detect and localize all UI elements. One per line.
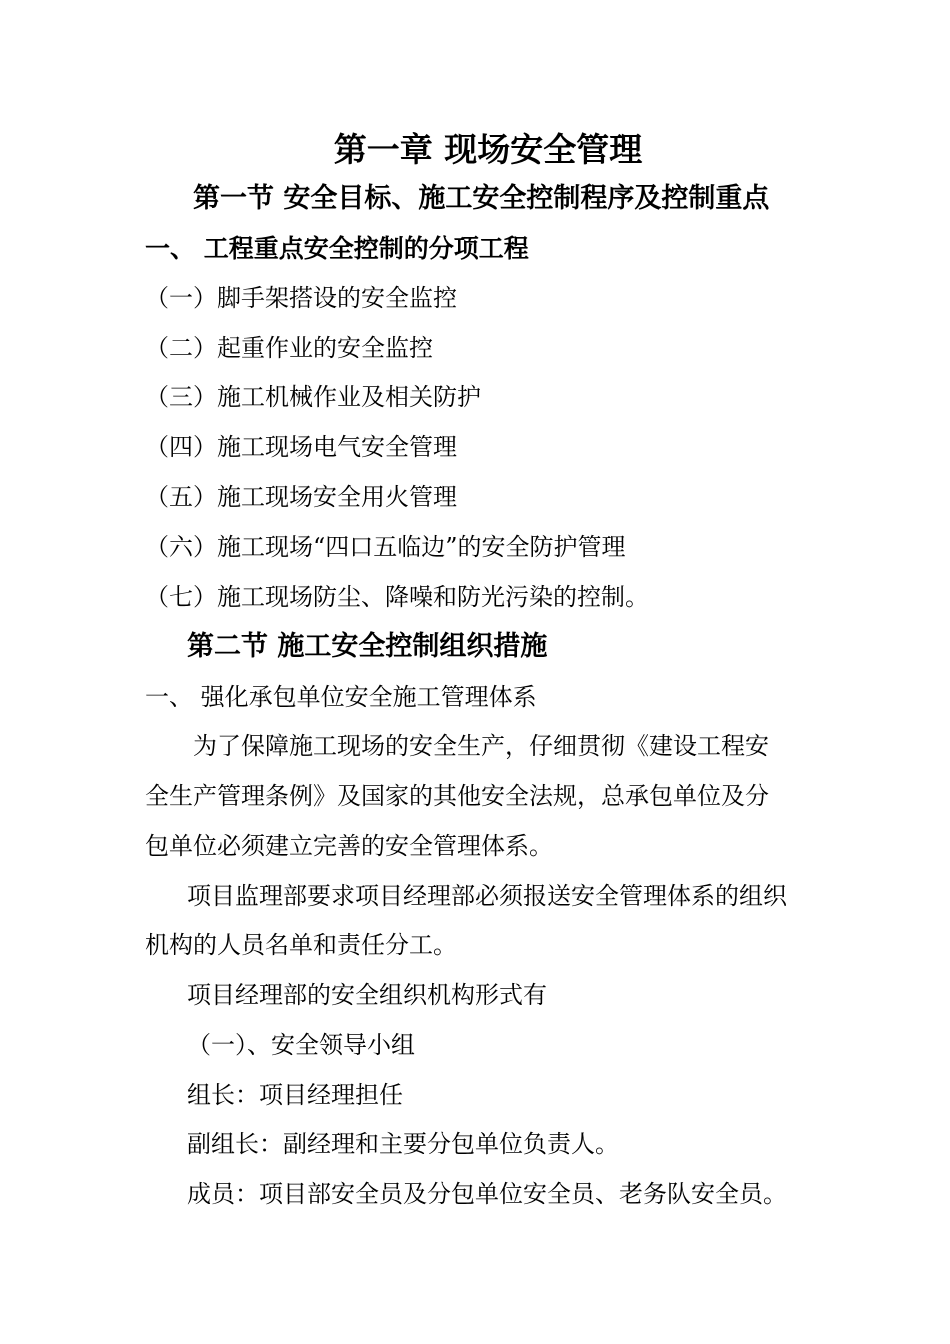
section1-heading: 一、 工程重点安全控制的分项工程 (145, 234, 529, 263)
paragraph-line: 机构的人员名单和责任分工。 (145, 931, 457, 959)
section1-title: 第一节 安全目标、施工安全控制程序及控制重点 (193, 183, 770, 214)
chapter-title: 第一章 现场安全管理 (333, 130, 643, 169)
paragraph-line: 全生产管理条例》及国家的其他安全法规，总承包单位及分 (145, 782, 769, 810)
section2-title: 第二节 施工安全控制组织措施 (187, 631, 548, 662)
sub-heading: （一）、安全领导小组 (187, 1031, 415, 1059)
list-item: （四）施工现场电气安全管理 (145, 433, 457, 461)
paragraph-line: 包单位必须建立完善的安全管理体系。 (145, 832, 553, 860)
list-item: （七）施工现场防尘、降噪和防光污染的控制。 (145, 583, 649, 611)
paragraph-line: 为了保障施工现场的安全生产，仔细贯彻《建设工程安 (193, 732, 769, 760)
leader-line: 组长：项目经理担任 (187, 1081, 403, 1109)
section2-heading: 一、 强化承包单位安全施工管理体系 (145, 683, 537, 711)
paragraph-line: 项目经理部的安全组织机构形式有 (187, 981, 547, 1009)
list-item: （二）起重作业的安全监控 (145, 334, 433, 362)
list-item: （三）施工机械作业及相关防护 (145, 383, 481, 411)
deputy-line: 副组长：副经理和主要分包单位负责人。 (187, 1130, 619, 1158)
members-line: 成员：项目部安全员及分包单位安全员、老务队安全员。 (187, 1180, 787, 1208)
list-item: （五）施工现场安全用火管理 (145, 483, 457, 511)
list-item: （六）施工现场“四口五临边”的安全防护管理 (145, 533, 626, 561)
list-item: （一）脚手架搭设的安全监控 (145, 284, 457, 312)
paragraph-line: 项目监理部要求项目经理部必须报送安全管理体系的组织 (187, 882, 787, 910)
